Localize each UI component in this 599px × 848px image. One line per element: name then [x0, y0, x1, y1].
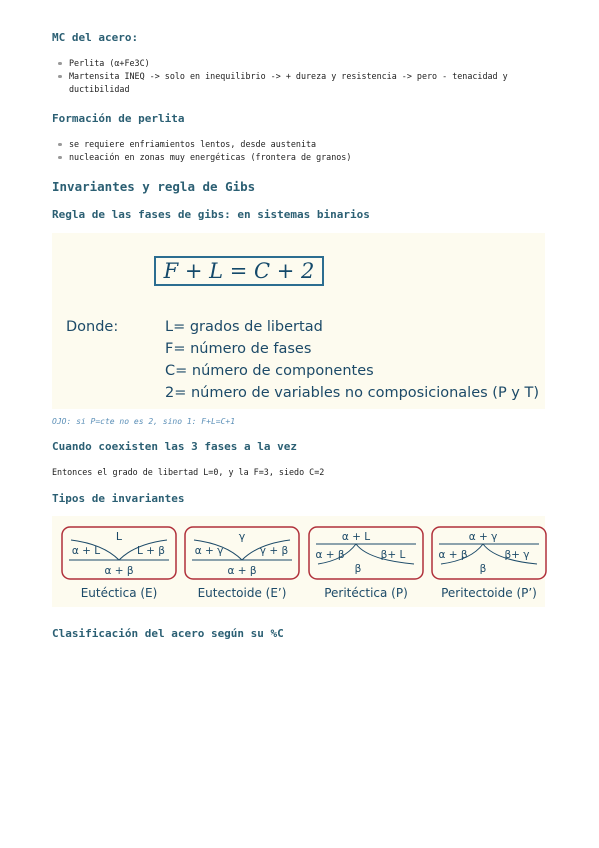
list-item: Martensita INEQ -> solo en inequilibrio -> + dureza y resistencia -> pero - tenacidad y ductibilidad: [52, 70, 552, 96]
eutectoid-diagram: [184, 526, 300, 580]
heading-clasificacion: Clasificación del acero según su %C: [52, 627, 284, 640]
phase-bottom: α + β: [227, 565, 257, 577]
phase-right: β+ γ: [504, 549, 530, 561]
heading-cuando-coexisten: Cuando coexisten las 3 fases a la vez: [52, 440, 298, 453]
note-text: OJO: si P=cte no es 2, sino 1: F+L=C+1: [52, 417, 236, 426]
invariant-label: Peritéctica (P): [324, 586, 408, 600]
paragraph-text: Entonces el grado de libertad L=0, y la F=3, siedo C=2: [52, 467, 325, 477]
invariants-image: [52, 516, 545, 607]
phase-top: γ: [238, 530, 246, 543]
phase-right: γ + β: [259, 545, 289, 557]
definition-line: F= número de fases: [165, 341, 312, 357]
phase-right: β+ L: [380, 549, 406, 561]
invariant-label: Peritectoide (P’): [441, 586, 537, 600]
phase-left: α + γ: [194, 545, 224, 557]
phase-bottom: β: [479, 563, 487, 575]
invariant-peritectoide: [431, 526, 547, 600]
gibbs-formula: F + L = C + 2: [154, 256, 324, 286]
heading-invariantes: Invariantes y regla de Gibs: [52, 179, 256, 194]
phase-bottom: α + β: [104, 565, 134, 577]
list-item: nucleación en zonas muy energéticas (frontera de granos): [52, 151, 552, 164]
phase-left: α + β: [315, 549, 345, 561]
list-perlita: [52, 138, 552, 164]
heading-regla-gibs: Regla de las fases de gibs: en sistemas binarios: [52, 208, 370, 221]
definition-line: 2= número de variables no composicionales (P y T): [165, 385, 539, 401]
heading-tipos-invariantes: Tipos de invariantes: [52, 492, 185, 505]
phase-left: α + L: [71, 545, 101, 557]
peritectic-diagram: [308, 526, 424, 580]
formula-image: [52, 233, 545, 409]
phase-top: α + L: [341, 531, 371, 543]
phase-top: L: [115, 530, 123, 543]
invariant-eutectica: [61, 526, 177, 600]
list-item: Perlita (α+Fe3C): [52, 57, 552, 70]
eutectic-diagram: [61, 526, 177, 580]
heading-formacion-perlita: Formación de perlita: [52, 112, 185, 125]
definition-line: L= grados de libertad: [165, 319, 323, 335]
donde-label: Donde:: [66, 319, 119, 335]
list-item: se requiere enfriamientos lentos, desde austenita: [52, 138, 552, 151]
invariant-eutectoide: [184, 526, 300, 600]
heading-mc-acero: MC del acero:: [52, 31, 139, 44]
list-acero: [52, 57, 552, 96]
phase-left: α + β: [438, 549, 468, 561]
phase-right: L + β: [136, 545, 166, 557]
phase-bottom: β: [354, 563, 362, 575]
peritectoid-diagram: [431, 526, 547, 580]
definition-line: C= número de componentes: [165, 363, 374, 379]
phase-top: α + γ: [468, 531, 498, 543]
invariant-peritectica: [308, 526, 424, 600]
invariant-label: Eutéctica (E): [80, 586, 158, 600]
invariant-label: Eutectoide (E’): [197, 586, 287, 600]
